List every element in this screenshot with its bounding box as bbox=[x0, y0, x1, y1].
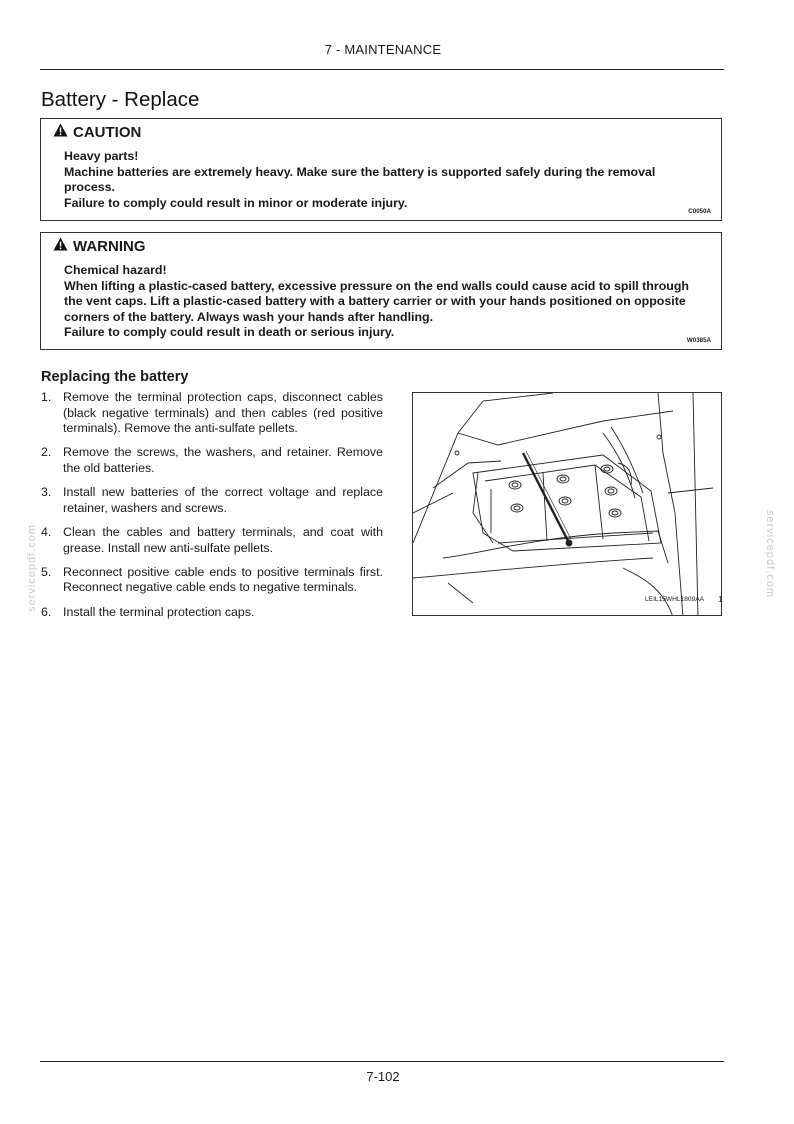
step-number: 6. bbox=[41, 604, 52, 619]
header-rule bbox=[40, 69, 724, 70]
battery-compartment-illustration bbox=[413, 393, 722, 616]
warning-heading bbox=[53, 237, 146, 255]
step-number: 1. bbox=[41, 390, 52, 404]
step-text: Install the terminal protection caps. bbox=[63, 604, 255, 619]
step-item bbox=[41, 565, 383, 596]
warning-line: When lifting a plastic-cased battery, excessive pressure on the end walls could cause acid to spill through the vent caps. Lift a plastic-cased battery with a battery carrier or with your hands positioned on opposite corners of the battery. Always wash your hands after handling. bbox=[64, 278, 689, 324]
page-title: Battery - Replace bbox=[41, 88, 200, 111]
step-text: Remove the terminal protection caps, disconnect cables (black negative terminals) and then cables (red positive terminals). Remove the anti-sulfate pellets. bbox=[63, 390, 383, 436]
step-item bbox=[41, 390, 383, 437]
step-text: Install new batteries of the correct voltage and replace retainer, washers and screws. bbox=[63, 485, 383, 515]
step-item bbox=[41, 605, 383, 621]
step-number: 5. bbox=[41, 564, 52, 579]
figure-number: 1 bbox=[718, 595, 723, 604]
step-text: Remove the screws, the washers, and retainer. Remove the old batteries. bbox=[63, 445, 383, 475]
watermark-left: servicepdf.com bbox=[25, 524, 38, 612]
warning-text bbox=[64, 263, 703, 341]
procedure-title: Replacing the battery bbox=[41, 369, 189, 385]
watermark-right: servicepdf.com bbox=[763, 510, 776, 598]
caution-code: C0050A bbox=[688, 208, 711, 215]
caution-line: Machine batteries are extremely heavy. Make sure the battery is supported safely during the removal process. bbox=[64, 164, 656, 195]
caution-line: Failure to comply could result in minor or moderate injury. bbox=[64, 195, 408, 210]
step-number: 3. bbox=[41, 485, 52, 500]
warning-line: Chemical hazard! bbox=[64, 263, 167, 277]
footer-rule bbox=[40, 1061, 724, 1062]
warning-triangle-icon bbox=[53, 237, 68, 255]
step-item bbox=[41, 485, 383, 516]
warning-label: WARNING bbox=[73, 237, 146, 255]
procedure-steps bbox=[41, 390, 383, 629]
caution-line: Heavy parts! bbox=[64, 149, 139, 163]
warning-line: Failure to comply could result in death or serious injury. bbox=[64, 325, 395, 340]
step-text: Clean the cables and battery terminals, and coat with grease. Install new anti-sulfate pellets. bbox=[63, 524, 383, 555]
battery-figure bbox=[412, 392, 722, 616]
warning-code: W0385A bbox=[686, 337, 711, 344]
figure-code: LEIL15WHL1809AA bbox=[645, 596, 705, 603]
caution-heading bbox=[53, 123, 141, 141]
page-number: 7-102 bbox=[366, 1069, 400, 1084]
caution-box bbox=[40, 118, 722, 221]
step-text: Reconnect positive cable ends to positive terminals first. Reconnect negative cable ends to negative terminals. bbox=[63, 564, 383, 595]
step-number: 2. bbox=[41, 445, 52, 460]
caution-label: CAUTION bbox=[73, 123, 142, 141]
step-number: 4. bbox=[41, 524, 52, 539]
caution-text bbox=[64, 149, 703, 211]
step-item bbox=[41, 445, 383, 476]
step-item bbox=[41, 525, 383, 556]
warning-triangle-icon bbox=[53, 123, 68, 141]
warning-box bbox=[40, 232, 722, 350]
section-header: 7 - MAINTENANCE bbox=[324, 42, 442, 57]
